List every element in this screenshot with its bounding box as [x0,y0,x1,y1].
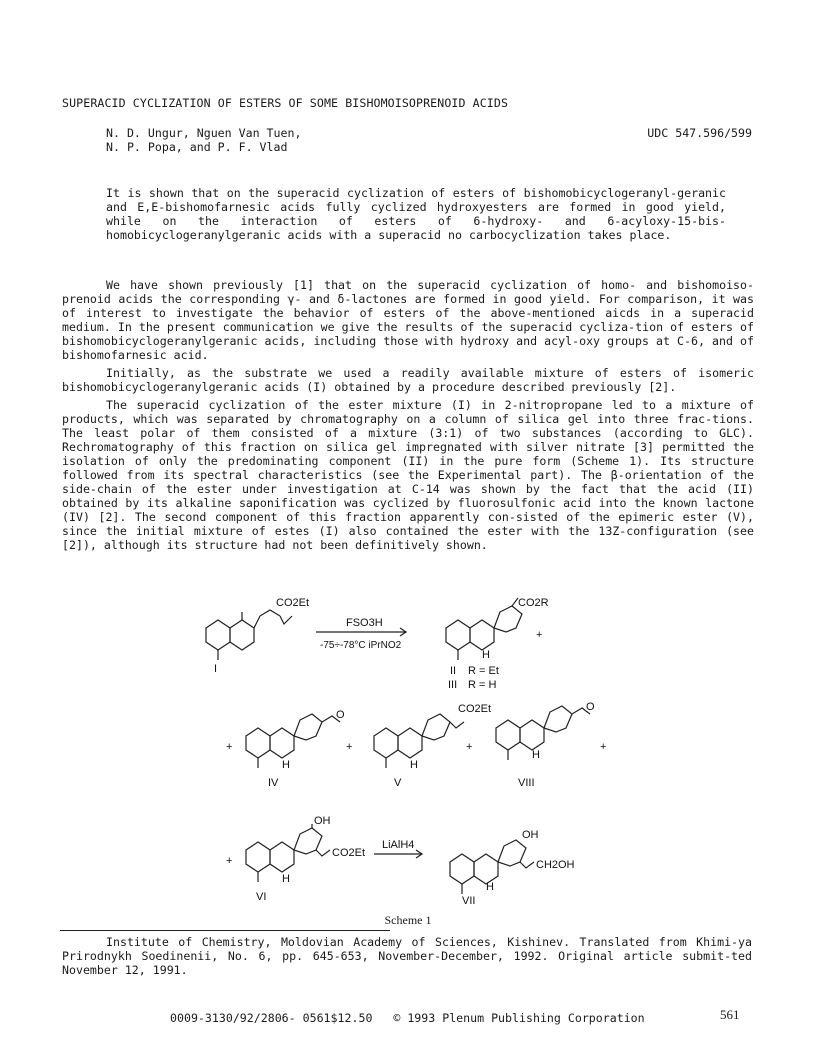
label-compound-ii: II [450,665,457,677]
compound-i-structure [206,610,292,660]
reagent-lialh4: LiAlH4 [382,839,415,851]
label-ch2oh: CH2OH [536,859,575,871]
label-compound-i: I [214,663,218,675]
paragraph-3: The superacid cyclization of the ester mixture (I) in 2-nitropropane led to a mixture of products, which was separated by chromatography on a column of silica gel into three frac-tions. The least polar of them consisted of a mixture (3:1) of two substances (according to GLC). Rechromatography of this fraction on silica gel impregnated with silver nitrate [3] permitted the isolation of only the predominating component (II) in the pure form (Scheme 1). Its structure followed from its spectral characteristics (see the Experimental part). The β-orientation of the side-chain of the ester under investigation at C-14 was shown by the fact that the acid (II) obtained by its alkaline saponification was cyclized by fluorosulfonic acid into the known lactone (IV) [2]. The second component of this fraction apparently con-sisted of the epimeric ester (V), since the initial mixture of estes (I) also contained the ester with the 13Z-configuration (see [2]), although its structure had not been definitively shown. [62,398,754,552]
footnote: Institute of Chemistry, Moldovian Academy of Sciences, Kishinev. Translated from Khimi-ya Prirodnykh Soedinenii, No. 6, pp. 645-653, November-December, 1992. Original article submit-ted November 12, 1991. [62,935,752,977]
label-h-ii: H [482,649,490,661]
label-r-et: R = Et [468,665,499,677]
body-text [62,278,754,556]
page-number: 561 [720,1007,740,1022]
label-h-vii: H [486,881,494,893]
label-r-h: R = H [468,679,497,691]
compound-v-structure [374,714,464,768]
paragraph-1: We have shown previously [1] that on the superacid cyclization of homo- and bishomoiso-prenoid acids the corresponding γ- and δ-lactones are formed in good yield. For comparison, it was of interest to investigate the behavior of esters of the above-mentioned aicds in a superacid medium. In the present communication we give the results of the superacid cycliza-tion of esters of bishomobicyclogeranylgeranic acids, including those with hydroxy and acyl-oxy groups at C-6, and of bishomofarnesic acid. [62,278,754,362]
plus-1: + [536,629,543,641]
plus-3: + [346,741,353,753]
scheme-1 [196,588,626,908]
label-o-viii: O [586,701,595,713]
article-title: SUPERACID CYCLIZATION OF ESTERS OF SOME BISHOMOISOPRENOID ACIDS [62,96,509,110]
compound-viii-structure [496,706,590,760]
label-compound-vii: VII [462,895,476,907]
abstract: It is shown that on the superacid cyclization of esters of bishomobicyclogeranyl-geranic and E,E-bishomofarnesic acids fully cyclized hydroxyesters are formed in good yield, while on the interaction of esters of 6-hydroxy- and 6-acyloxy-15-bis-homobicyclogeranylgeranic acids with a superacid no carbocyclization takes place. [106,186,726,242]
authors [106,126,301,154]
label-o-iv: O [336,709,345,721]
plus-4: + [466,741,473,753]
label-compound-vi: VI [256,891,267,903]
label-co2et-i: CO2Et [276,597,310,609]
authors-line-1: N. D. Ungur, Nguen Van Tuen, [106,126,302,140]
scheme-caption: Scheme 1 [384,913,432,927]
label-co2et-v: CO2Et [458,703,492,715]
authors-line-2: N. P. Popa, and P. F. Vlad [106,140,288,154]
paragraph-2: Initially, as the substrate we used a readily available mixture of esters of isomeric bishomobicyclogeranylgeranic acids (I) obtained by a procedure described previously [2]. [62,366,754,394]
plus-5: + [600,741,607,753]
plus-6: + [226,855,233,867]
compound-iv-structure [246,714,340,768]
plus-2: + [226,741,233,753]
label-h-v: H [410,759,418,771]
label-compound-iv: IV [268,777,279,789]
footnote-rule [60,930,390,931]
label-h-vi: H [282,873,290,885]
label-compound-v: V [394,777,402,789]
label-co2et-vi: CO2Et [332,847,366,859]
footer-code: 0009-3130/92/2806- 0561$12.50 © 1993 Plenum Publishing Corporation [170,1011,645,1025]
label-oh-vii: OH [522,829,539,841]
udc-code: UDC 547.596/599 [647,126,752,140]
label-h-iv: H [282,759,290,771]
reagent-fso3h: FSO3H [346,617,383,629]
label-co2r: CO2R [518,597,549,609]
label-compound-viii: VIII [518,777,535,789]
label-h-viii: H [532,749,540,761]
label-oh-vi: OH [314,815,331,827]
label-compound-iii: III [448,679,458,691]
reagent-conditions: -75÷-78°C iPrNO2 [320,640,402,651]
